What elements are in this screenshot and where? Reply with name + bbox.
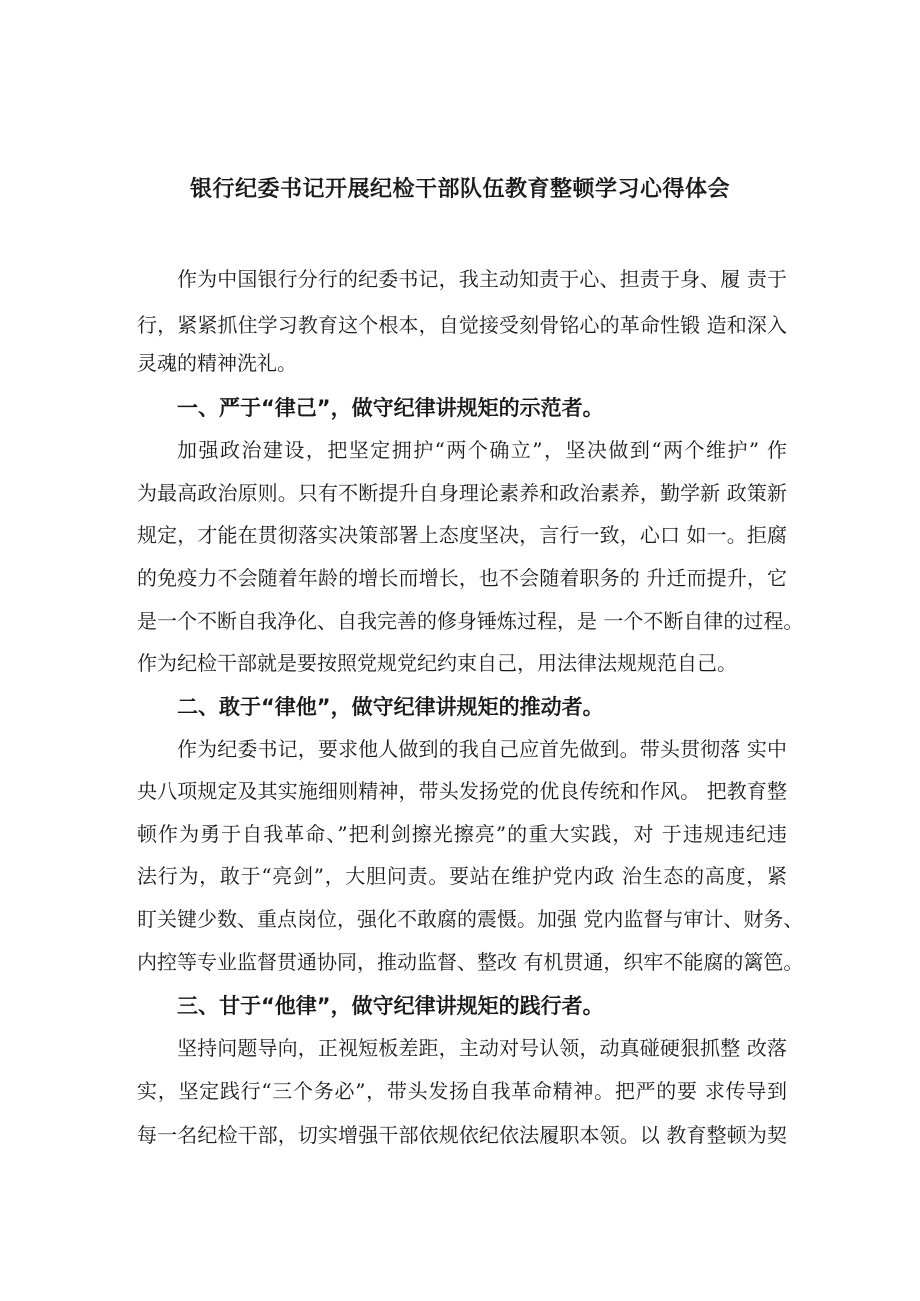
section-1-heading: 一、严于“律己”，做守纪律讲规矩的示范者。 [177, 396, 604, 420]
section-2-line-4: 法行为，敢于“亮剑”，大胆问责。要站在维护党内政 治生态的高度，紧 [137, 864, 787, 888]
intro-line-3: 灵魂的精神洗礼。 [137, 351, 297, 375]
section-1-line-1: 加强政治建设，把坚定拥护“两个确立”，坚决做到“两个维护” 作 [177, 438, 787, 462]
section-2-line-2: 央八项规定及其实施细则精神，带头发扬党的优良传统和作风。 把教育整 [137, 779, 787, 803]
section-1-line-6: 作为纪检干部就是要按照党规党纪约束自己，用法律法规规范自己。 [137, 651, 737, 675]
section-1-line-2: 为最高政治原则。只有不断提升自身理论素养和政治素养，勤学新 政策新 [137, 481, 787, 505]
section-3-line-1: 坚持问题导向，正视短板差距，主动对号认领，动真碰硬狠抓整 改落 [177, 1036, 787, 1060]
section-1-line-4: 的免疫力不会随着年龄的增长而增长，也不会随着职务的 升迁而提升，它 [137, 566, 787, 590]
section-3-line-3: 每一名纪检干部，切实增强干部依规依纪依法履职本领。以 教育整顿为契 [137, 1123, 787, 1147]
section-2-line-1: 作为纪委书记，要求他人做到的我自己应首先做到。带头贯彻落 实中 [177, 737, 787, 761]
document-title: 银行纪委书记开展纪检干部队伍教育整顿学习心得体会 [189, 177, 730, 202]
intro-line-2: 行，紧紧抓住学习教育这个根本，自觉接受刻骨铭心的革命性锻 造和深入 [137, 313, 787, 337]
intro-line-1: 作为中国银行分行的纪委书记，我主动知责于心、担责于身、履 责于 [177, 267, 787, 291]
section-2-line-3: 顿作为勇于自我革命、”把利剑擦光擦亮”的重大实践，对 于违规违纪违 [137, 822, 787, 846]
section-1-line-3: 规定，才能在贯彻落实决策部署上态度坚决，言行一致，心口 如一。拒腐 [137, 523, 787, 547]
section-2-heading: 二、敢于“律他”，做守纪律讲规矩的推动者。 [177, 695, 604, 719]
section-3-heading: 三、甘于“他律”，做守纪律讲规矩的践行者。 [177, 994, 604, 1018]
section-3-line-2: 实，坚定践行“三个务必”，带头发扬自我革命精神。把严的要 求传导到 [137, 1079, 787, 1103]
section-2-line-6: 内控等专业监督贯通协同，推动监督、整改 有机贯通，织牢不能腐的篱笆。 [137, 950, 804, 974]
section-1-line-5: 是一个不断自我净化、自我完善的修身锤炼过程，是 一个不断自律的过程。 [137, 609, 804, 633]
section-2-line-5: 盯关键少数、重点岗位，强化不敢腐的震慑。加强 党内监督与审计、财务、 [137, 907, 804, 931]
